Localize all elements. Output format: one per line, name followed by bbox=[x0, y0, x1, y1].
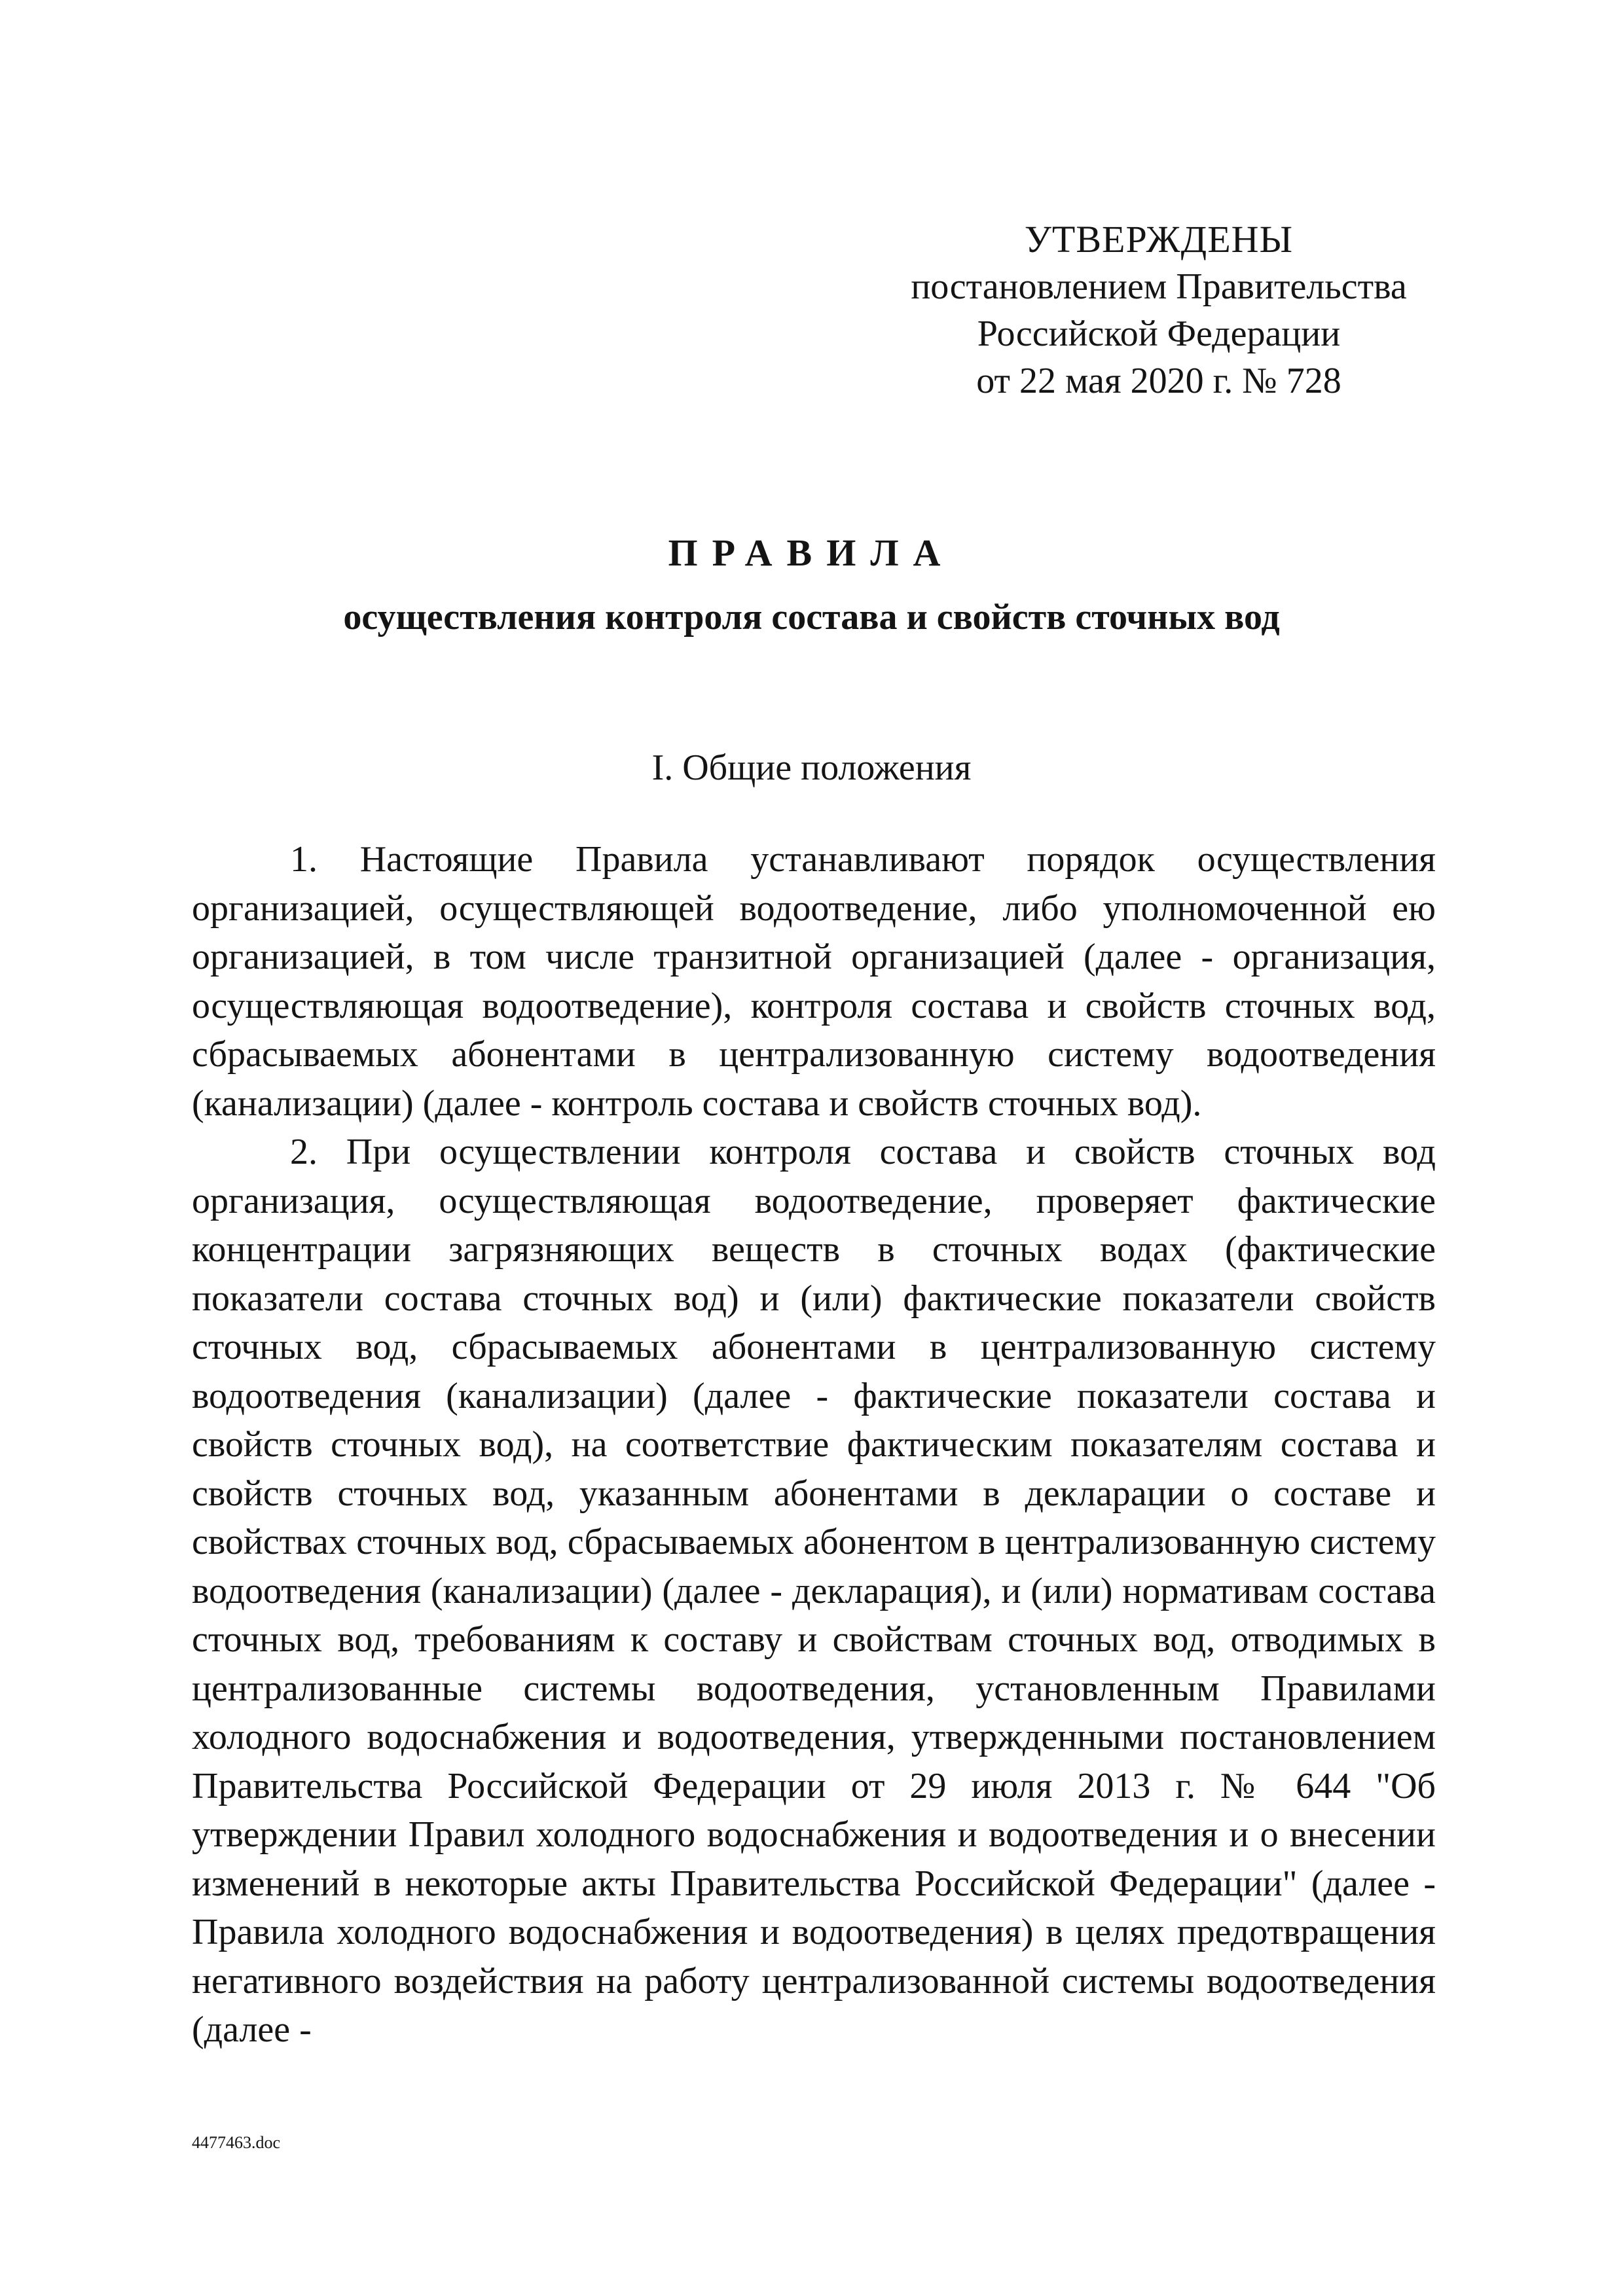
paragraph-1: 1. Настоящие Правила устанавливают порядок осуществления организацией, осуществляющей водоотведение, либо уполномоченной ею организацией, в том числе транзитной организацией (далее - организация, осуществляющая водоотведение), контроля состава и свойств сточных вод, сбрасываемых абонентами в централизованную систему водоотведения (канализации) (далее - контроль состава и свойств сточных вод). bbox=[192, 839, 1436, 1124]
section-heading: I. Общие положения bbox=[651, 747, 972, 788]
paragraph-2: 2. При осуществлении контроля состава и свойств сточных вод организация, осуществляющая водоотведение, проверяет фактические концентрации загрязняющих веществ в сточных водах (фактические показатели состава сточных вод) и (или) фактические показатели свойств сточных вод, сбрасываемых абонентами в централизованную систему водоотведения (канализации) (далее - фактические показатели состава и свойств сточных вод), на соответствие фактическим показателям состава и свойств сточных вод, указанным абонентами в декларации о составе и свойствах сточных вод, сбрасываемых абонентом в централизованную систему водоотведения (канализации) (далее - декларация), и (или) нормативам состава сточных вод, требованиям к составу и свойствам сточных вод, отводимых в централизованные системы водоотведения, установленным Правилами холодного водоснабжения и водоотведения, утвержденными постановлением Правительства Российской Федерации от 29 июля 2013 г. № 644 "Об утверждении Правил холодного водоснабжения и водоотведения и о внесении изменений в некоторые акты Правительства Российской Федерации" (далее - Правила холодного водоснабжения и водоотведения) в целях предотвращения негативного воздействия на работу централизованной системы водоотведения (далее - bbox=[192, 1132, 1436, 2050]
approval-line-2: Российской Федерации bbox=[977, 314, 1341, 354]
footer-filename: 4477463.doc bbox=[192, 2133, 281, 2152]
approval-line-3: от 22 мая 2020 г. № 728 bbox=[976, 361, 1341, 401]
approval-heading: УТВЕРЖДЕНЫ bbox=[1024, 218, 1294, 260]
document-title: ПРАВИЛА bbox=[668, 531, 955, 574]
document-subtitle: осуществления контроля состава и свойств сточных вод bbox=[343, 597, 1280, 637]
approval-stamp bbox=[890, 216, 1427, 404]
document-body bbox=[192, 835, 1436, 2054]
approval-line-1: постановлением Правительства bbox=[911, 266, 1407, 307]
